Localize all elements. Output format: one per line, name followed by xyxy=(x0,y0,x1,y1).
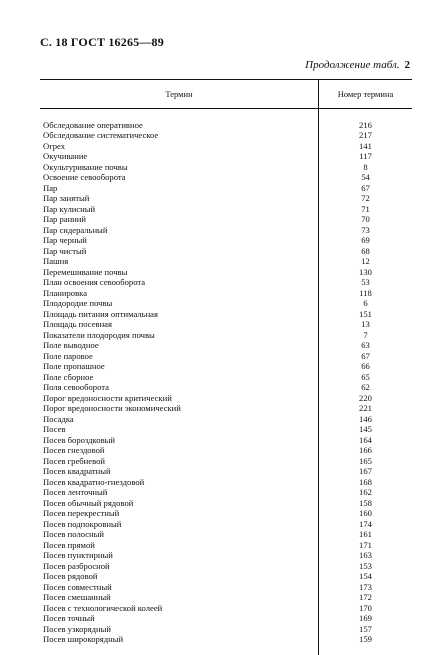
term-number-cell: 71 xyxy=(319,204,413,215)
table-row xyxy=(40,130,412,141)
term-cell: Перемешивание почвы xyxy=(40,267,319,278)
term-number-cell: 70 xyxy=(319,214,413,225)
table-row xyxy=(40,372,412,383)
term-number-cell: 12 xyxy=(319,256,413,267)
table-row xyxy=(40,351,412,362)
table-row xyxy=(40,256,412,267)
term-number-cell: 13 xyxy=(319,319,413,330)
table-row xyxy=(40,414,412,425)
table-number: 2 xyxy=(405,59,411,71)
table-row xyxy=(40,361,412,372)
term-cell: Посев пунктирный xyxy=(40,550,319,561)
term-number-cell: 163 xyxy=(319,550,413,561)
table-row xyxy=(40,613,412,624)
term-cell: Поле сборное xyxy=(40,372,319,383)
term-number-cell: 151 xyxy=(319,309,413,320)
term-number-cell: 62 xyxy=(319,382,413,393)
term-number-cell: 68 xyxy=(319,246,413,257)
term-number-cell: 67 xyxy=(319,183,413,194)
term-number-cell: 72 xyxy=(319,193,413,204)
table-row xyxy=(40,214,412,225)
table-row xyxy=(40,330,412,341)
term-number-cell: 141 xyxy=(319,141,413,152)
term-cell: Посев гнездовой xyxy=(40,445,319,456)
term-number-cell: 8 xyxy=(319,162,413,173)
term-number-cell: 53 xyxy=(319,277,413,288)
table-row xyxy=(40,582,412,593)
table-row xyxy=(40,487,412,498)
table-body xyxy=(40,109,412,655)
table-row xyxy=(40,225,412,236)
column-header-number: Номер термина xyxy=(319,80,413,109)
term-number-cell: 220 xyxy=(319,393,413,404)
term-cell: Порог вредоносности критический xyxy=(40,393,319,404)
term-cell: Посев совместный xyxy=(40,582,319,593)
table-row xyxy=(40,435,412,446)
term-number-cell: 166 xyxy=(319,445,413,456)
term-cell: Посев ленточный xyxy=(40,487,319,498)
table-row xyxy=(40,298,412,309)
term-number-cell: 117 xyxy=(319,151,413,162)
table-row xyxy=(40,445,412,456)
table-spacer xyxy=(40,109,412,120)
term-cell: Поле паровое xyxy=(40,351,319,362)
term-number-cell: 154 xyxy=(319,571,413,582)
term-number-cell: 67 xyxy=(319,351,413,362)
term-cell: Пар xyxy=(40,183,319,194)
term-cell: Пар черный xyxy=(40,235,319,246)
table-row xyxy=(40,624,412,635)
table-row xyxy=(40,309,412,320)
term-cell: Посев рядовой xyxy=(40,571,319,582)
term-number-cell: 161 xyxy=(319,529,413,540)
term-number-cell: 174 xyxy=(319,519,413,530)
spacer-cell xyxy=(319,109,413,120)
term-number-cell: 173 xyxy=(319,582,413,593)
table-row xyxy=(40,456,412,467)
term-cell: Обследование систематическое xyxy=(40,130,319,141)
term-number-cell: 6 xyxy=(319,298,413,309)
term-cell: Посев узкорядный xyxy=(40,624,319,635)
term-cell: Посев подпокровный xyxy=(40,519,319,530)
term-number-cell: 158 xyxy=(319,498,413,509)
term-cell: Пашня xyxy=(40,256,319,267)
term-number-cell: 146 xyxy=(319,414,413,425)
page-header: С. 18 ГОСТ 16265—89 xyxy=(40,35,164,50)
term-number-cell: 171 xyxy=(319,540,413,551)
table-row xyxy=(40,519,412,530)
term-number-cell: 172 xyxy=(319,592,413,603)
term-cell: Освоение севооборота xyxy=(40,172,319,183)
term-cell: Плодородие почвы xyxy=(40,298,319,309)
term-cell: Огрех xyxy=(40,141,319,152)
term-number-cell: 130 xyxy=(319,267,413,278)
term-cell: Посев обычный рядовой xyxy=(40,498,319,509)
term-number-cell: 217 xyxy=(319,130,413,141)
term-cell: Посев смешанный xyxy=(40,592,319,603)
term-cell: Поле выводное xyxy=(40,340,319,351)
table-row xyxy=(40,508,412,519)
term-number-cell: 169 xyxy=(319,613,413,624)
term-number-cell: 65 xyxy=(319,372,413,383)
term-number-cell: 168 xyxy=(319,477,413,488)
table-row xyxy=(40,571,412,582)
table-row xyxy=(40,466,412,477)
term-cell: Пар кулисный xyxy=(40,204,319,215)
term-number-cell: 165 xyxy=(319,456,413,467)
table-header-row xyxy=(40,80,412,109)
term-cell: Посев бороздковый xyxy=(40,435,319,446)
table-row xyxy=(40,120,412,131)
term-cell: Обследование оперативное xyxy=(40,120,319,131)
term-cell: Пар чистый xyxy=(40,246,319,257)
table-row xyxy=(40,183,412,194)
table-row xyxy=(40,340,412,351)
term-number-cell: 170 xyxy=(319,603,413,614)
term-cell: Посев с технологической колеей xyxy=(40,603,319,614)
table-row xyxy=(40,550,412,561)
table-row xyxy=(40,267,412,278)
table-row xyxy=(40,288,412,299)
term-number-cell: 118 xyxy=(319,288,413,299)
term-cell: Поле пропашное xyxy=(40,361,319,372)
term-cell: Посев xyxy=(40,424,319,435)
table-row xyxy=(40,162,412,173)
term-number-cell: 159 xyxy=(319,634,413,645)
term-number-cell: 167 xyxy=(319,466,413,477)
table-row xyxy=(40,235,412,246)
term-cell: Посев квадратно-гнездовой xyxy=(40,477,319,488)
table-row xyxy=(40,529,412,540)
table-continuation-label xyxy=(305,59,410,71)
term-number-cell: 221 xyxy=(319,403,413,414)
table-row xyxy=(40,141,412,152)
continuation-text: Продолжение табл. xyxy=(305,59,399,71)
term-number-cell: 63 xyxy=(319,340,413,351)
term-cell: Посадка xyxy=(40,414,319,425)
term-cell: Поля севооборота xyxy=(40,382,319,393)
term-cell: Окультуривание почвы xyxy=(40,162,319,173)
term-number-cell: 66 xyxy=(319,361,413,372)
term-number-cell: 157 xyxy=(319,624,413,635)
table-row xyxy=(40,172,412,183)
term-cell: Пар ранний xyxy=(40,214,319,225)
term-cell: Посев точный xyxy=(40,613,319,624)
term-cell: Планировка xyxy=(40,288,319,299)
table-row xyxy=(40,319,412,330)
term-cell: Посев широкорядный xyxy=(40,634,319,645)
column-header-term: Термин xyxy=(40,80,319,109)
table-row xyxy=(40,592,412,603)
term-cell: Пар сидеральный xyxy=(40,225,319,236)
term-cell: Окучивание xyxy=(40,151,319,162)
term-number-cell: 69 xyxy=(319,235,413,246)
table-row xyxy=(40,634,412,645)
term-cell: Пар занятый xyxy=(40,193,319,204)
term-cell: Площадь посевная xyxy=(40,319,319,330)
term-cell: Посев перекрестный xyxy=(40,508,319,519)
table-row xyxy=(40,424,412,435)
term-number-cell: 162 xyxy=(319,487,413,498)
term-number-cell: 73 xyxy=(319,225,413,236)
table-row xyxy=(40,561,412,572)
table-row xyxy=(40,277,412,288)
table-row xyxy=(40,193,412,204)
table-row xyxy=(40,477,412,488)
table-row xyxy=(40,382,412,393)
term-cell: Посев полосный xyxy=(40,529,319,540)
spacer-cell xyxy=(40,109,319,120)
term-cell: Посев гребневой xyxy=(40,456,319,467)
table-row xyxy=(40,393,412,404)
term-number-cell: 216 xyxy=(319,120,413,131)
term-cell: Площадь питания оптимальная xyxy=(40,309,319,320)
table-row xyxy=(40,246,412,257)
term-cell: Показатели плодородия почвы xyxy=(40,330,319,341)
table-row xyxy=(40,403,412,414)
term-cell: Посев квадратный xyxy=(40,466,319,477)
term-number-cell: 153 xyxy=(319,561,413,572)
table-row xyxy=(40,603,412,614)
table-row xyxy=(40,498,412,509)
term-cell: Порог вредоносности экономический xyxy=(40,403,319,414)
term-number-cell: 160 xyxy=(319,508,413,519)
table-row xyxy=(40,151,412,162)
table-row xyxy=(40,204,412,215)
term-number-cell: 54 xyxy=(319,172,413,183)
term-number-cell: 7 xyxy=(319,330,413,341)
term-number-cell: 164 xyxy=(319,435,413,446)
term-cell: План освоения севооборота xyxy=(40,277,319,288)
table-row xyxy=(40,540,412,551)
term-number-cell: 145 xyxy=(319,424,413,435)
terms-table xyxy=(40,79,412,655)
term-cell: Посев разбросной xyxy=(40,561,319,572)
term-cell: Посев прямой xyxy=(40,540,319,551)
